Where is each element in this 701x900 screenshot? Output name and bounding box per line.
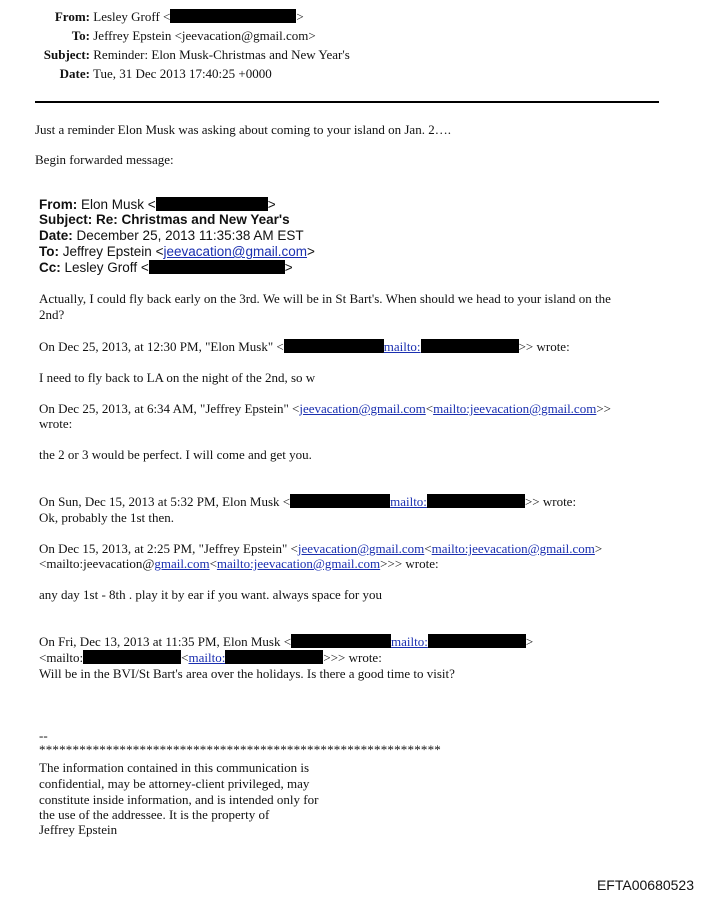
quote-intro: On Fri, Dec 13, 2013 at 11:35 PM, Elon Musk <	[39, 634, 292, 649]
header-from-label: From:	[54, 9, 90, 24]
quote-header-4: On Dec 15, 2013, at 2:25 PM, "Jeffrey Epstein" <jeevacation@gmail.com<mailto:jeevacation@gmail.com>	[39, 541, 603, 556]
fwd-date-value: December 25, 2013 11:35:38 AM EST	[76, 228, 304, 243]
header-to-row	[0, 28, 316, 44]
mailto-link[interactable]: mailto:	[390, 494, 427, 509]
header-subject-label: Subject:	[43, 47, 90, 62]
fwd-to-email-link[interactable]: jeevacation@gmail.com	[163, 244, 307, 259]
redaction-bar	[149, 260, 285, 274]
redaction-bar	[290, 494, 390, 508]
quote-header-5-line2: <mailto: <mailto: >>> wrote:	[39, 650, 382, 665]
quote-header-3	[39, 494, 576, 510]
bates-number: EFTA00680523	[596, 877, 694, 893]
redaction-bar	[427, 494, 525, 508]
quote-header-4-line2: <mailto:jeevacation@gmail.com<mailto:jeevacation@gmail.com>>> wrote:	[39, 556, 439, 571]
quote-tail: >> wrote:	[524, 494, 577, 509]
quote-tail: >>	[596, 401, 611, 416]
fwd-to-label: To:	[39, 244, 59, 259]
quote-tail: >> wrote:	[518, 339, 570, 354]
mailto-text: <mailto:	[39, 650, 84, 665]
redaction-bar	[225, 650, 323, 664]
redaction-bar	[156, 197, 268, 211]
fwd-cc-row	[39, 260, 293, 276]
signature-stars: ************************************************************	[39, 742, 441, 757]
mailto-link[interactable]: mailto:jeevacation@gmail.com	[433, 401, 597, 416]
disclaimer-line: constitute inside information, and is intended only for	[39, 792, 319, 807]
header-from-close: >	[296, 9, 304, 24]
fwd-subject-value: Re: Christmas and New Year's	[96, 212, 290, 227]
msg-first: Ok, probably the 1st then.	[39, 510, 175, 525]
msg-bvi: Will be in the BVI/St Bart's area over the holidays. Is there a good time to visit?	[39, 666, 455, 681]
fwd-to-row	[39, 244, 315, 260]
header-to-value: Jeffrey Epstein <jeevacation@gmail.com>	[93, 28, 316, 43]
mailto-link[interactable]: mailto:	[383, 339, 421, 354]
fwd-cc-label: Cc:	[39, 260, 61, 275]
email-link[interactable]: gmail.com	[154, 556, 210, 571]
email-link[interactable]: jeevacation@gmail.com	[299, 401, 426, 416]
fwd-to-close: >	[306, 244, 315, 259]
quote-tail: >>> wrote:	[380, 556, 439, 571]
mailto-link[interactable]: mailto:	[391, 634, 428, 649]
fwd-from-row	[39, 197, 276, 213]
header-from-row	[0, 9, 304, 25]
mailto-link[interactable]: mailto:	[188, 650, 226, 665]
header-to-label: To:	[71, 28, 90, 43]
fwd-cc-name: Lesley Groff <	[64, 260, 149, 275]
quote-tail: >	[525, 634, 534, 649]
msg-actually-line1: Actually, I could fly back early on the 3rd. We will be in St Bart's. When should we head to your island on the	[39, 291, 611, 306]
quote-header-1	[39, 339, 570, 355]
msg-any-day: any day 1st - 8th . play it by ear if you want. always space for you	[39, 587, 382, 602]
msg-actually-line2: 2nd?	[39, 307, 65, 322]
fwd-from-label: From:	[39, 197, 78, 212]
fwd-subject-label: Subject:	[39, 212, 93, 227]
fwd-to-name: Jeffrey Epstein <	[62, 244, 164, 259]
header-date-label: Date:	[59, 66, 90, 81]
header-divider	[35, 101, 659, 103]
mailto-text: <mailto:jeevacation@	[39, 556, 155, 571]
mailto-link[interactable]: mailto:jeevacation@gmail.com	[216, 556, 381, 571]
redaction-bar	[170, 9, 296, 23]
disclaimer-line: Jeffrey Epstein	[39, 822, 118, 837]
signature-dashes: --	[39, 728, 48, 743]
quote-header-5	[39, 634, 533, 650]
header-date-row	[0, 66, 272, 82]
fwd-date-row	[39, 228, 304, 244]
header-from-name: Lesley Groff <	[93, 9, 171, 24]
quote-tail: >>> wrote:	[323, 650, 382, 665]
msg-perfect: the 2 or 3 would be perfect. I will come and get you.	[39, 447, 312, 462]
reminder-text: Just a reminder Elon Musk was asking about coming to your island on Jan. 2….	[35, 122, 451, 137]
redaction-bar	[428, 634, 526, 648]
redaction-bar	[83, 650, 181, 664]
forwarded-label: Begin forwarded message:	[35, 152, 174, 167]
redaction-bar	[421, 339, 519, 353]
msg-fly-back: I need to fly back to LA on the night of the 2nd, so w	[39, 370, 316, 385]
quote-header-2: On Dec 25, 2013, at 6:34 AM, "Jeffrey Epstein" <jeevacation@gmail.com<mailto:jeevacation@gmail.com>>	[39, 401, 611, 416]
mailto-link[interactable]: mailto:jeevacation@gmail.com	[431, 541, 595, 556]
redaction-bar	[284, 339, 384, 353]
email-link[interactable]: jeevacation@gmail.com	[297, 541, 425, 556]
quote-intro: On Sun, Dec 15, 2013 at 5:32 PM, Elon Musk <	[39, 494, 291, 509]
fwd-subject-row	[39, 212, 290, 228]
header-date-value: Tue, 31 Dec 2013 17:40:25 +0000	[93, 66, 272, 81]
quote-intro: On Dec 15, 2013, at 2:25 PM, "Jeffrey Epstein" <	[39, 541, 298, 556]
fwd-cc-close: >	[284, 260, 293, 275]
header-subject-row	[0, 47, 350, 63]
quote-intro: On Dec 25, 2013, at 12:30 PM, "Elon Musk" <	[39, 339, 284, 354]
disclaimer-line: confidential, may be attorney-client privileged, may	[39, 776, 310, 791]
quote-intro: On Dec 25, 2013, at 6:34 AM, "Jeffrey Epstein" <	[39, 401, 300, 416]
disclaimer-line: The information contained in this communication is	[39, 760, 310, 775]
fwd-date-label: Date:	[39, 228, 73, 243]
disclaimer-line: the use of the addressee. It is the property of	[39, 807, 270, 822]
quote-tail: >	[594, 541, 603, 556]
fwd-from-close: >	[267, 197, 276, 212]
header-subject-value: Reminder: Elon Musk-Christmas and New Year's	[93, 47, 350, 62]
fwd-from-name: Elon Musk <	[81, 197, 156, 212]
quote-header-2-wrote: wrote:	[39, 416, 73, 431]
redaction-bar	[291, 634, 391, 648]
